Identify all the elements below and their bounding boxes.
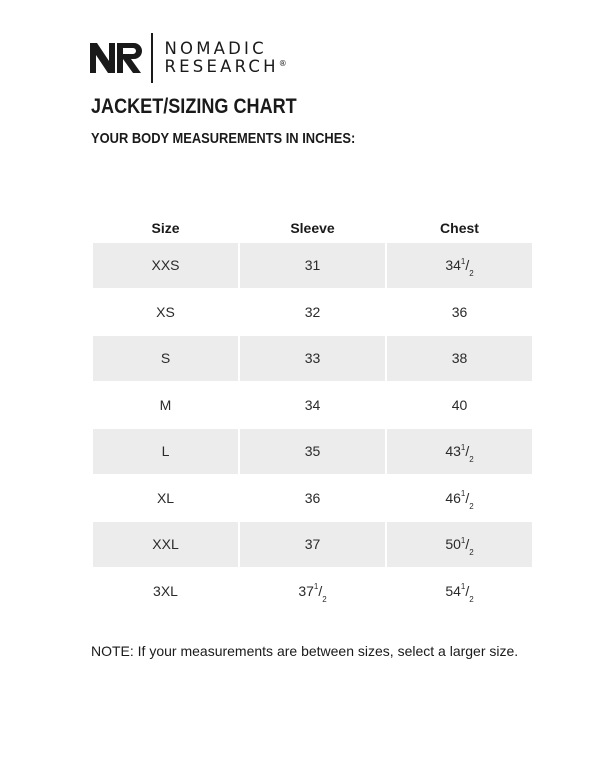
logo-line-2-text: RESEARCH: [164, 57, 279, 76]
cell-chest: [387, 290, 532, 335]
cell-sleeve: [240, 569, 385, 614]
cell-chest: [387, 429, 532, 474]
cell-sleeve-value: [305, 443, 321, 459]
cell-chest: [387, 336, 532, 381]
cell-sleeve-whole: 35: [304, 443, 321, 460]
cell-size: XXS: [93, 243, 238, 288]
table-row: [93, 476, 532, 521]
cell-sleeve: [240, 429, 385, 474]
cell-sleeve-value: [298, 582, 327, 604]
cell-chest-fraction-slash: /: [465, 536, 470, 553]
cell-chest-whole: 54: [445, 582, 461, 599]
table-row: [93, 336, 532, 381]
cell-sleeve-whole: 37: [304, 536, 321, 553]
cell-chest-whole: 40: [451, 396, 468, 413]
cell-chest-denominator: 2: [469, 501, 474, 511]
cell-sleeve-value: [305, 350, 321, 366]
cell-chest-numerator: 1: [460, 489, 466, 499]
cell-chest-denominator: 2: [469, 548, 474, 558]
cell-sleeve-fraction-slash: /: [318, 582, 323, 599]
logo-wordmark: [164, 38, 287, 76]
table-row: [93, 243, 532, 288]
cell-chest-fraction-slash: /: [465, 582, 470, 599]
brand-logo: [90, 33, 287, 83]
cell-sleeve: [240, 522, 385, 567]
cell-sleeve-value: [305, 257, 321, 273]
table-row: [93, 569, 532, 614]
cell-chest-value: [452, 350, 468, 366]
cell-sleeve: [240, 476, 385, 521]
cell-chest: [387, 243, 532, 288]
nr-logo-mark-icon: [90, 43, 142, 73]
cell-sleeve-value: [305, 536, 321, 552]
cell-chest-whole: 43: [445, 443, 461, 460]
logo-divider: [151, 33, 153, 83]
logo-line-1: NOMADIC: [164, 38, 267, 58]
cell-sleeve-whole: 31: [304, 257, 321, 274]
cell-chest-denominator: 2: [469, 455, 474, 465]
table-body: [93, 243, 532, 613]
cell-chest-value: [445, 256, 474, 279]
cell-sleeve: [240, 383, 385, 428]
cell-chest-value: [445, 442, 474, 465]
cell-sleeve-value: [305, 304, 321, 320]
cell-sleeve: [240, 243, 385, 288]
cell-size: XL: [156, 489, 175, 506]
cell-chest-fraction-slash: /: [465, 489, 470, 506]
cell-chest: [387, 476, 532, 521]
cell-size: XXL: [93, 522, 238, 567]
cell-sleeve-whole: 36: [304, 489, 321, 506]
note-text: If your measurements are between sizes, select a larger size.: [133, 643, 519, 659]
note-label: NOTE:: [91, 643, 134, 659]
cell-chest-denominator: 2: [469, 594, 474, 604]
cell-chest-fraction-slash: /: [465, 443, 470, 460]
cell-chest-value: [445, 582, 474, 604]
table-row: [93, 383, 532, 428]
cell-size: S: [93, 336, 238, 381]
page-subtitle: YOUR BODY MEASUREMENTS IN INCHES:: [91, 130, 356, 147]
cell-chest-value: [445, 535, 474, 558]
cell-size: M: [159, 396, 172, 413]
cell-chest-denominator: 2: [469, 269, 474, 279]
cell-chest: [387, 569, 532, 614]
cell-sleeve-numerator: 1: [313, 582, 319, 592]
cell-chest-value: [452, 397, 468, 413]
cell-chest-numerator: 1: [460, 256, 466, 266]
cell-sleeve: [240, 336, 385, 381]
cell-sleeve-value: [305, 490, 321, 506]
cell-size: L: [93, 429, 238, 474]
sizing-table: [93, 213, 532, 615]
cell-chest-whole: 46: [445, 489, 461, 506]
cell-chest-numerator: 1: [460, 535, 466, 545]
cell-chest-numerator: 1: [460, 442, 466, 452]
page-title: JACKET/SIZING CHART: [91, 95, 297, 118]
cell-chest-numerator: 1: [460, 582, 466, 592]
registered-mark: ®: [278, 59, 287, 68]
cell-sleeve-whole: 37: [298, 582, 314, 599]
cell-sleeve: [240, 290, 385, 335]
cell-chest-fraction-slash: /: [465, 257, 470, 274]
header-sleeve: Sleeve: [290, 220, 335, 236]
cell-chest-whole: 34: [445, 257, 461, 274]
cell-chest-whole: 38: [451, 350, 468, 367]
table-row: [93, 522, 532, 567]
header-chest: Chest: [440, 220, 479, 236]
cell-chest-value: [452, 304, 468, 320]
cell-size: 3XL: [153, 582, 178, 599]
cell-sleeve-whole: 34: [304, 396, 321, 413]
table-header: [93, 213, 532, 243]
cell-chest-whole: 36: [451, 303, 468, 320]
cell-sleeve-whole: 33: [304, 350, 321, 367]
header-size: Size: [151, 220, 180, 236]
cell-chest: [387, 383, 532, 428]
cell-sleeve-whole: 32: [304, 303, 321, 320]
footnote: [91, 643, 518, 659]
cell-sleeve-value: [305, 397, 321, 413]
cell-size: XS: [156, 303, 175, 320]
cell-chest-value: [445, 489, 474, 511]
logo-line-2: [165, 59, 287, 76]
table-row: [93, 290, 532, 335]
cell-chest: [387, 522, 532, 567]
cell-chest-whole: 50: [445, 536, 461, 553]
cell-sleeve-denominator: 2: [322, 594, 327, 604]
table-row: [93, 429, 532, 474]
